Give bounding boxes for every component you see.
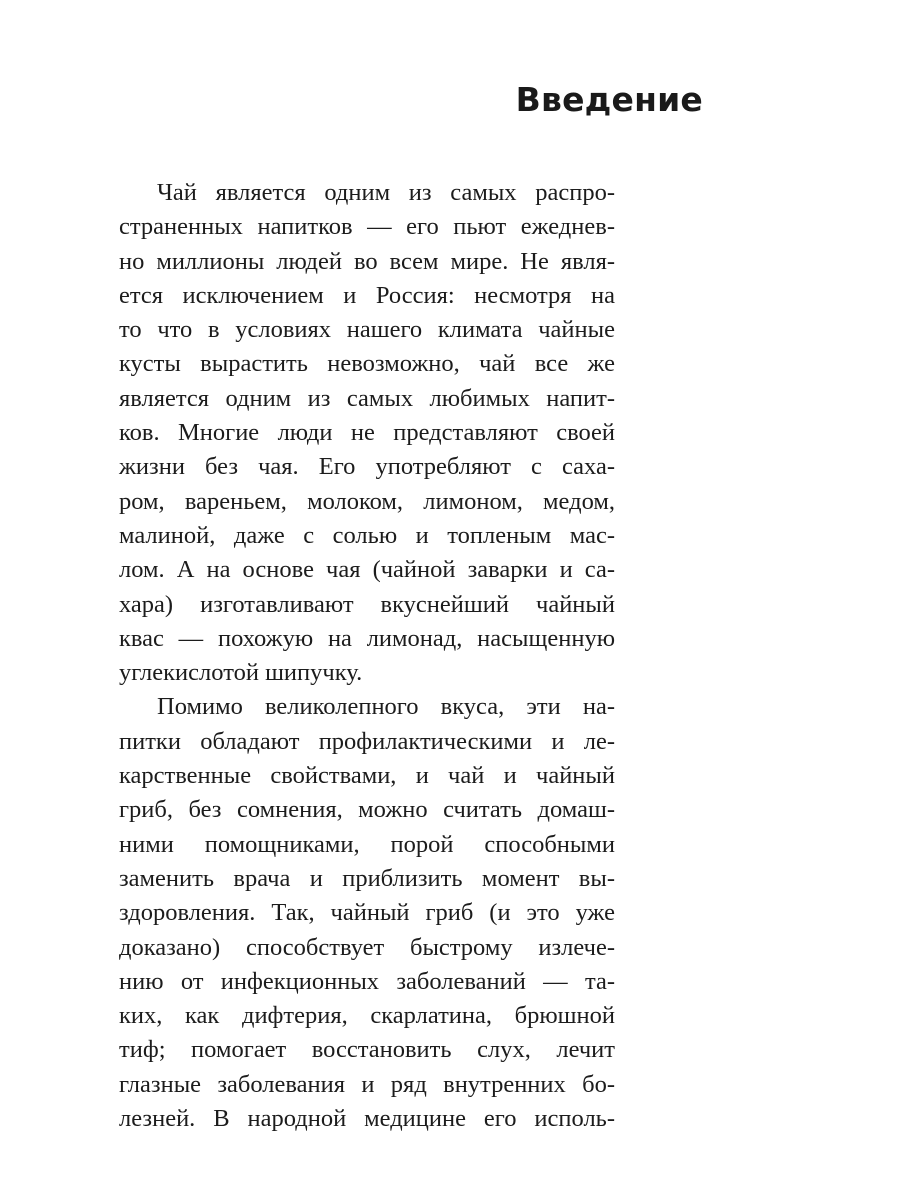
text-line: страненных напитков — его пьют ежеднев-	[119, 213, 615, 241]
text-line: ется исключением и Россия: несмотря на	[119, 281, 615, 309]
text-line: хара) изготавливают вкуснейший чайный	[119, 590, 615, 618]
paragraph-1	[119, 176, 615, 690]
text-line: карственные свойствами, и чай и чайный	[119, 762, 615, 790]
text-line: Помимо великолепного вкуса, эти на-	[157, 693, 615, 721]
text-line: ких, как дифтерия, скарлатина, брюшной	[119, 1002, 615, 1030]
text-line: питки обладают профилактическими и ле-	[119, 727, 615, 755]
text-line: лом. А на основе чая (чайной заварки и са-	[119, 556, 615, 584]
text-line: нию от инфекционных заболеваний — та-	[119, 967, 615, 995]
chapter-title: Введение	[515, 80, 703, 119]
text-line: жизни без чая. Его употребляют с саха-	[119, 453, 615, 481]
text-line: то что в условиях нашего климата чайные	[119, 316, 615, 344]
text-line: доказано) способствует быстрому излече-	[119, 933, 615, 961]
text-line: углекислотой шипучку.	[119, 659, 363, 687]
text-line: малиной, даже с солью и топленым мас-	[119, 521, 615, 549]
text-line: кусты вырастить невозможно, чай все же	[119, 350, 615, 378]
text-line: глазные заболевания и ряд внутренних бо-	[119, 1070, 615, 1098]
text-line: здоровления. Так, чайный гриб (и это уже	[119, 899, 615, 927]
text-line: лезней. В народной медицине его исполь-	[119, 1105, 615, 1133]
text-line: является одним из самых любимых напит-	[119, 384, 615, 412]
text-line: Чай является одним из самых распро-	[157, 179, 615, 206]
text-line: ними помощниками, порой способными	[119, 830, 615, 858]
text-line: ков. Многие люди не представляют своей	[119, 419, 615, 447]
body-text	[119, 176, 615, 1136]
text-line: квас — похожую на лимонад, насыщенную	[119, 624, 615, 652]
text-line: тиф; помогает восстановить слух, лечит	[119, 1036, 615, 1064]
text-line: но миллионы людей во всем мире. Не явля-	[119, 247, 615, 275]
text-line: гриб, без сомнения, можно считать домаш-	[119, 796, 615, 824]
text-line: ром, вареньем, молоком, лимоном, медом,	[119, 487, 615, 515]
text-line: заменить врача и приблизить момент вы-	[119, 864, 615, 892]
paragraph-2	[119, 690, 615, 1136]
